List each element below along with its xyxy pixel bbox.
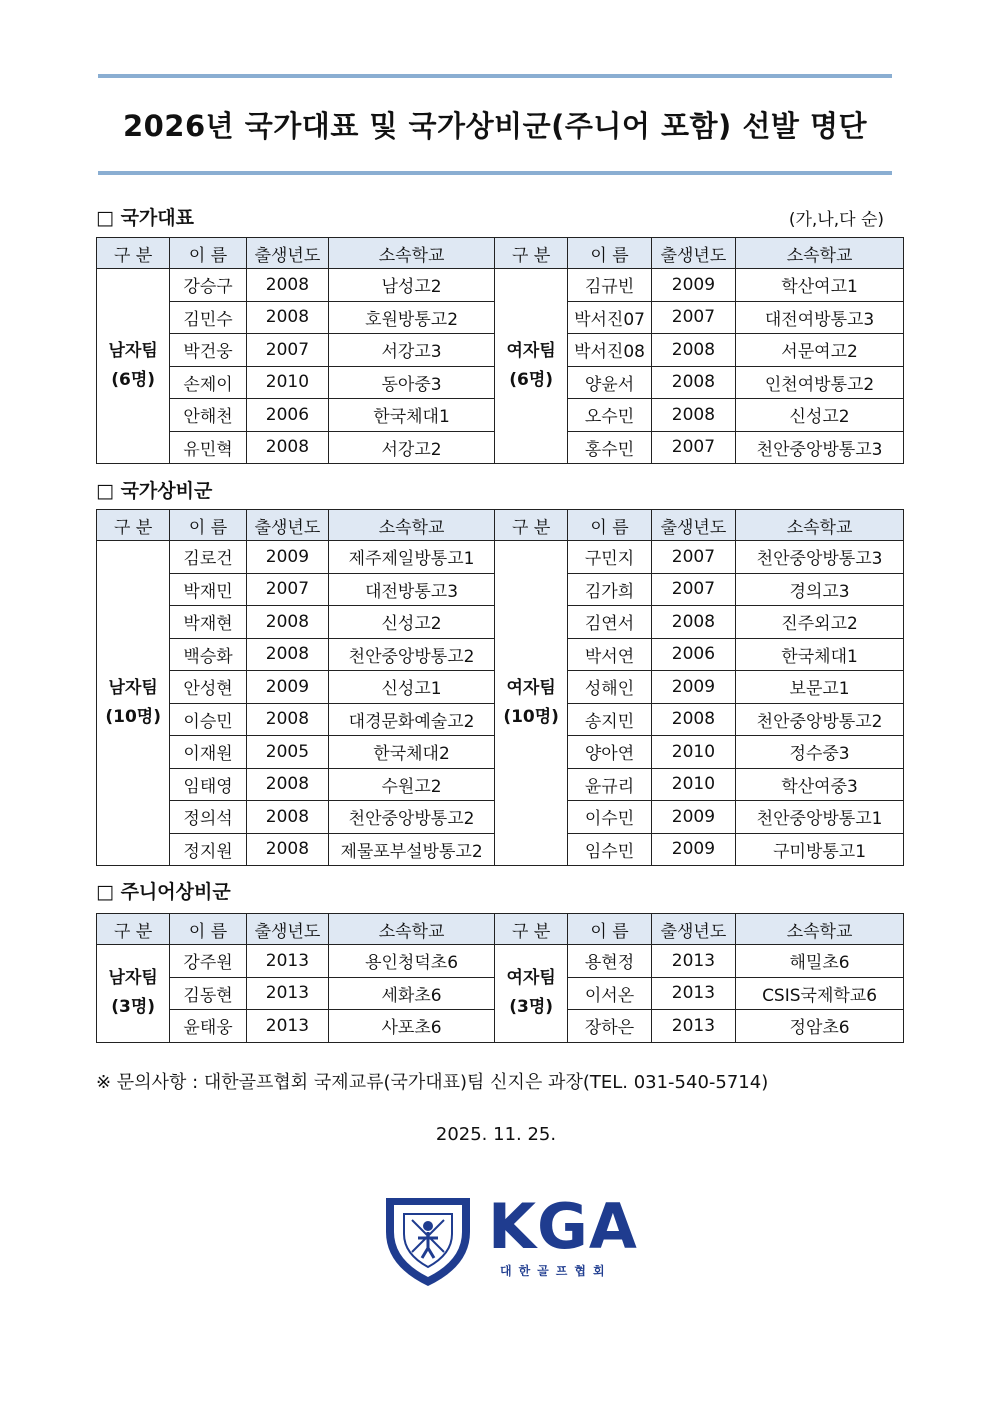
- column-header: 소속학교: [329, 238, 495, 269]
- column-header: 이 름: [568, 510, 651, 541]
- school: 서강고3: [329, 334, 495, 367]
- column-header: 출생년도: [246, 914, 328, 945]
- group-label-line: 여자팀: [506, 968, 556, 989]
- birth-year: 2013: [651, 1010, 735, 1043]
- player-name: 백승화: [170, 638, 246, 671]
- player-name: 안성현: [170, 671, 246, 704]
- player-name: 홍수민: [568, 431, 651, 464]
- birth-year: 2007: [651, 301, 735, 334]
- birth-year: 2007: [246, 334, 328, 367]
- birth-year: 2009: [651, 671, 735, 704]
- birth-year: 2005: [246, 736, 328, 769]
- title-top-rule: [98, 74, 892, 78]
- column-header: 소속학교: [736, 238, 904, 269]
- player-name: 양윤서: [568, 366, 651, 399]
- birth-year: 2009: [651, 269, 735, 302]
- school: 신성고1: [329, 671, 495, 704]
- women-team-group-label: [494, 945, 567, 1043]
- player-name: 임수민: [568, 833, 651, 866]
- school: 정수중3: [736, 736, 904, 769]
- school: 학산여중3: [736, 768, 904, 801]
- reserve-team-table: [96, 509, 904, 866]
- column-header: 이 름: [170, 914, 246, 945]
- birth-year: 2008: [246, 801, 328, 834]
- school: 제물포부설방통고2: [329, 833, 495, 866]
- player-name: 김로건: [170, 541, 246, 574]
- school: 경의고3: [736, 573, 904, 606]
- player-name: 윤태웅: [170, 1010, 246, 1043]
- player-name: 박재현: [170, 606, 246, 639]
- birth-year: 2013: [246, 977, 328, 1010]
- school: 서문여고2: [736, 334, 904, 367]
- birth-year: 2007: [651, 541, 735, 574]
- section-title-national-team: □ 국가대표: [96, 207, 194, 229]
- men-team-group-label: [97, 541, 170, 866]
- player-name: 정지원: [170, 833, 246, 866]
- birth-year: 2009: [651, 801, 735, 834]
- junior-reserve-team-table: [96, 913, 904, 1043]
- school: 대전방통고3: [329, 573, 495, 606]
- group-label-line: (10명): [503, 707, 559, 727]
- column-header: 소속학교: [736, 510, 904, 541]
- table-header-row: [97, 238, 904, 269]
- player-name: 김연서: [568, 606, 651, 639]
- player-name: 구민지: [568, 541, 651, 574]
- school: 보문고1: [736, 671, 904, 704]
- column-header: 소속학교: [329, 510, 495, 541]
- group-label-line: (3명): [509, 997, 554, 1018]
- player-name: 강주원: [170, 945, 246, 978]
- column-header: 구 분: [97, 238, 170, 269]
- column-header: 출생년도: [246, 510, 328, 541]
- birth-year: 2009: [651, 833, 735, 866]
- birth-year: 2008: [246, 703, 328, 736]
- section-title-reserve-team: □ 국가상비군: [96, 480, 213, 502]
- column-header: 이 름: [170, 238, 246, 269]
- school: 서강고2: [329, 431, 495, 464]
- player-name: 윤규리: [568, 768, 651, 801]
- school: 세화초6: [329, 977, 495, 1010]
- player-name: 이승민: [170, 703, 246, 736]
- column-header: 출생년도: [246, 238, 328, 269]
- birth-year: 2013: [651, 945, 735, 978]
- birth-year: 2007: [651, 431, 735, 464]
- birth-year: 2006: [651, 638, 735, 671]
- birth-year: 2008: [651, 366, 735, 399]
- national-team-table: [96, 237, 904, 464]
- column-header: 이 름: [170, 510, 246, 541]
- birth-year: 2009: [246, 541, 328, 574]
- birth-year: 2008: [246, 269, 328, 302]
- birth-year: 2010: [651, 736, 735, 769]
- men-team-group-label: [97, 945, 170, 1043]
- birth-year: 2010: [651, 768, 735, 801]
- player-name: 이서온: [568, 977, 651, 1010]
- column-header: 구 분: [97, 510, 170, 541]
- women-team-group-label: [494, 541, 567, 866]
- player-name: 김민수: [170, 301, 246, 334]
- school: 천안중앙방통고3: [736, 541, 904, 574]
- birth-year: 2008: [651, 334, 735, 367]
- player-name: 이재원: [170, 736, 246, 769]
- birth-year: 2008: [246, 301, 328, 334]
- table-row: [97, 269, 904, 302]
- player-name: 임태영: [170, 768, 246, 801]
- school: 정암초6: [736, 1010, 904, 1043]
- player-name: 이수민: [568, 801, 651, 834]
- birth-year: 2013: [246, 1010, 328, 1043]
- birth-year: 2008: [246, 638, 328, 671]
- group-label-line: 여자팀: [506, 678, 556, 699]
- column-header: 구 분: [494, 914, 567, 945]
- column-header: 출생년도: [651, 914, 735, 945]
- contact-note: ※ 문의사항 : 대한골프협회 국제교류(국가대표)팀 신지은 과장(TEL. 031-540-5714): [96, 1072, 769, 1093]
- men-team-group-label: [97, 269, 170, 464]
- birth-year: 2008: [246, 833, 328, 866]
- school: 천안중앙방통고2: [736, 703, 904, 736]
- school: 천안중앙방통고3: [736, 431, 904, 464]
- player-name: 박서연: [568, 638, 651, 671]
- school: 진주외고2: [736, 606, 904, 639]
- group-label-line: (6명): [111, 370, 156, 390]
- player-name: 손제이: [170, 366, 246, 399]
- school: 천안중앙방통고2: [329, 801, 495, 834]
- group-label-line: 남자팀: [108, 678, 158, 699]
- group-label-line: (10명): [105, 707, 161, 727]
- birth-year: 2006: [246, 399, 328, 432]
- birth-year: 2008: [246, 431, 328, 464]
- column-header: 출생년도: [651, 238, 735, 269]
- player-name: 김동현: [170, 977, 246, 1010]
- birth-year: 2013: [651, 977, 735, 1010]
- column-header: 구 분: [494, 510, 567, 541]
- school: 구미방통고1: [736, 833, 904, 866]
- school: 제주제일방통고1: [329, 541, 495, 574]
- birth-year: 2008: [651, 703, 735, 736]
- kga-subtitle: 대한골프협회: [500, 1264, 612, 1278]
- group-label-line: 남자팀: [108, 968, 158, 989]
- player-name: 김가희: [568, 573, 651, 606]
- table-row: [97, 541, 904, 574]
- birth-year: 2008: [246, 768, 328, 801]
- player-name: 용현정: [568, 945, 651, 978]
- issue-date: 2025. 11. 25.: [435, 1124, 557, 1145]
- player-name: 송지민: [568, 703, 651, 736]
- column-header: 이 름: [568, 914, 651, 945]
- school: 용인청덕초6: [329, 945, 495, 978]
- column-header: 구 분: [97, 914, 170, 945]
- column-header: 이 름: [568, 238, 651, 269]
- school: CSIS국제학교6: [736, 977, 904, 1010]
- player-name: 박서진08: [568, 334, 651, 367]
- school: 남성고2: [329, 269, 495, 302]
- player-name: 유민혁: [170, 431, 246, 464]
- school: 천안중앙방통고1: [736, 801, 904, 834]
- group-label-line: (3명): [111, 997, 156, 1018]
- school: 한국체대2: [329, 736, 495, 769]
- school: 한국체대1: [329, 399, 495, 432]
- player-name: 박서진07: [568, 301, 651, 334]
- school: 신성고2: [329, 606, 495, 639]
- player-name: 김규빈: [568, 269, 651, 302]
- section-title-junior-reserve-team: □ 주니어상비군: [96, 881, 231, 903]
- school: 동아중3: [329, 366, 495, 399]
- birth-year: 2013: [246, 945, 328, 978]
- player-name: 강승구: [170, 269, 246, 302]
- table-header-row: [97, 510, 904, 541]
- table-header-row: [97, 914, 904, 945]
- birth-year: 2007: [651, 573, 735, 606]
- school: 호원방통고2: [329, 301, 495, 334]
- group-label-line: 여자팀: [506, 341, 556, 362]
- sort-order-note: (가,나,다 순): [788, 210, 884, 230]
- player-name: 오수민: [568, 399, 651, 432]
- school: 신성고2: [736, 399, 904, 432]
- birth-year: 2009: [246, 671, 328, 704]
- birth-year: 2008: [246, 606, 328, 639]
- column-header: 출생년도: [651, 510, 735, 541]
- table-row: [97, 945, 904, 978]
- player-name: 양아연: [568, 736, 651, 769]
- school: 대경문화예술고2: [329, 703, 495, 736]
- title-bottom-rule: [98, 171, 892, 175]
- school: 천안중앙방통고2: [329, 638, 495, 671]
- player-name: 장하은: [568, 1010, 651, 1043]
- school: 대전여방통고3: [736, 301, 904, 334]
- group-label-line: 남자팀: [108, 341, 158, 362]
- column-header: 구 분: [494, 238, 567, 269]
- birth-year: 2008: [651, 606, 735, 639]
- birth-year: 2008: [651, 399, 735, 432]
- birth-year: 2007: [246, 573, 328, 606]
- column-header: 소속학교: [329, 914, 495, 945]
- page-title: 2026년 국가대표 및 국가상비군(주니어 포함) 선발 명단: [122, 109, 868, 143]
- player-name: 박재민: [170, 573, 246, 606]
- player-name: 정의석: [170, 801, 246, 834]
- school: 해밀초6: [736, 945, 904, 978]
- school: 수원고2: [329, 768, 495, 801]
- school: 사포초6: [329, 1010, 495, 1043]
- column-header: 소속학교: [736, 914, 904, 945]
- group-label-line: (6명): [509, 370, 554, 390]
- player-name: 박건웅: [170, 334, 246, 367]
- player-name: 안해천: [170, 399, 246, 432]
- kga-wordmark: KGA: [488, 1190, 638, 1263]
- school: 학산여고1: [736, 269, 904, 302]
- school: 인천여방통고2: [736, 366, 904, 399]
- women-team-group-label: [494, 269, 567, 464]
- player-name: 성해인: [568, 671, 651, 704]
- school: 한국체대1: [736, 638, 904, 671]
- birth-year: 2010: [246, 366, 328, 399]
